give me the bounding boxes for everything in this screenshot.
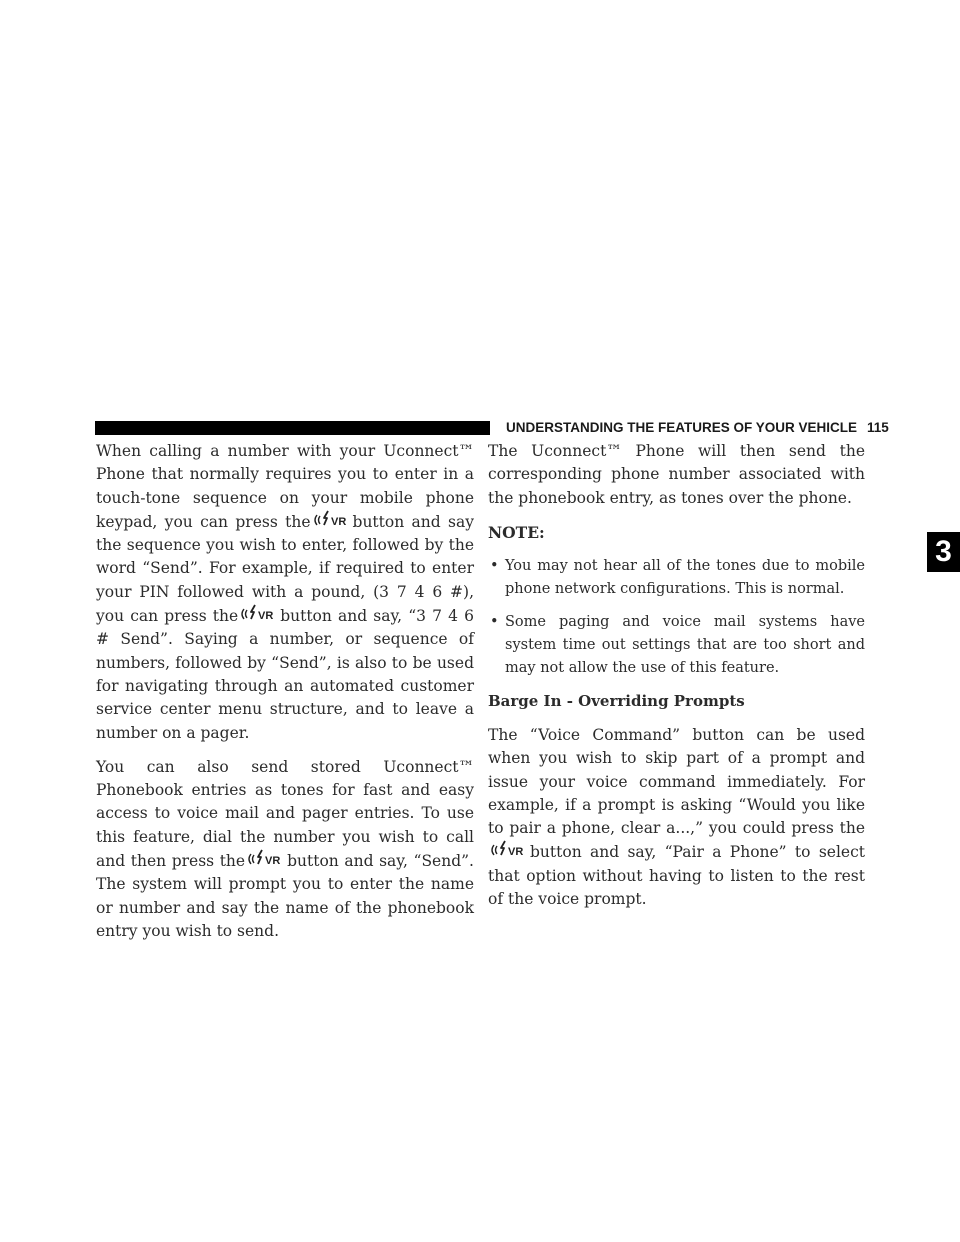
svg-text:VR: VR bbox=[330, 515, 346, 528]
text: button and say the sequence you wish to enter, followed by the word “Send”. For example, if required to enter your PIN followed with a pound, (3 7 4 6 #), you can press the bbox=[96, 512, 474, 626]
vr-button-icon bbox=[489, 840, 529, 860]
text: button and say, “3 7 4 6 # Send”. Saying a number, or sequence of numbers, followed by “Send”, is also to be used for navigating through an automated customer service center menu structure, and to leave a number on a pager. bbox=[96, 607, 475, 742]
svg-text:VR: VR bbox=[258, 610, 274, 623]
left-column bbox=[96, 440, 474, 954]
paragraph-phonebook-tones bbox=[96, 756, 474, 943]
text: button and say, “Pair a Phone” to select that option without having to listen to the rest of the voice prompt. bbox=[488, 843, 865, 909]
list-item-text: Some paging and voice mail systems have system time out settings that are too short and may not allow the use of this feature. bbox=[505, 613, 865, 677]
paragraph-touch-tone bbox=[96, 440, 474, 745]
vr-button-icon bbox=[239, 604, 279, 624]
svg-text:VR: VR bbox=[265, 855, 281, 868]
right-column bbox=[488, 440, 865, 922]
text: When calling a number with your Uconnect™ Phone that normally requires you to enter in a touch-tone sequence on your mobile phone keypad, you can press the bbox=[96, 442, 474, 531]
subheading-barge-in: Barge In - Overriding Prompts bbox=[488, 691, 745, 710]
paragraph-send-tones: The Uconnect™ Phone will then send the corresponding phone number associated with the phonebook entry, as tones over the phone. bbox=[488, 442, 865, 507]
svg-text:VR: VR bbox=[508, 846, 524, 859]
vr-button-icon bbox=[312, 510, 352, 530]
section-title bbox=[506, 418, 889, 438]
text: button and say, “Send”. The system will prompt you to enter the name or number and say the name of the phonebook entry you wish to send. bbox=[96, 852, 474, 940]
note-list bbox=[488, 555, 865, 680]
bullet-icon: • bbox=[490, 613, 499, 630]
section-title-text: UNDERSTANDING THE FEATURES OF YOUR VEHICLE bbox=[506, 420, 858, 435]
page-number: 115 bbox=[867, 420, 889, 435]
list-item-text: You may not hear all of the tones due to mobile phone network configurations. This is normal. bbox=[505, 558, 865, 598]
paragraph-barge-in bbox=[488, 724, 865, 911]
note-label: NOTE: bbox=[488, 522, 545, 542]
chapter-tab: 3 bbox=[927, 532, 960, 572]
list-item bbox=[488, 555, 865, 602]
bullet-icon: • bbox=[490, 558, 499, 575]
list-item bbox=[488, 611, 865, 681]
text: The “Voice Command” button can be used when you wish to skip part of a prompt and issue your voice command immediately. For example, if a prompt is asking “Would you like to pair a phone, clear a...,” you could press the bbox=[488, 725, 865, 838]
header-bar bbox=[95, 421, 490, 435]
text: You can also send stored Uconnect™ Phonebook entries as tones for fast and easy access to voice mail and pager entries. To use this feature, dial the number you wish to call and then press the bbox=[96, 757, 474, 871]
vr-button-icon bbox=[246, 849, 286, 869]
